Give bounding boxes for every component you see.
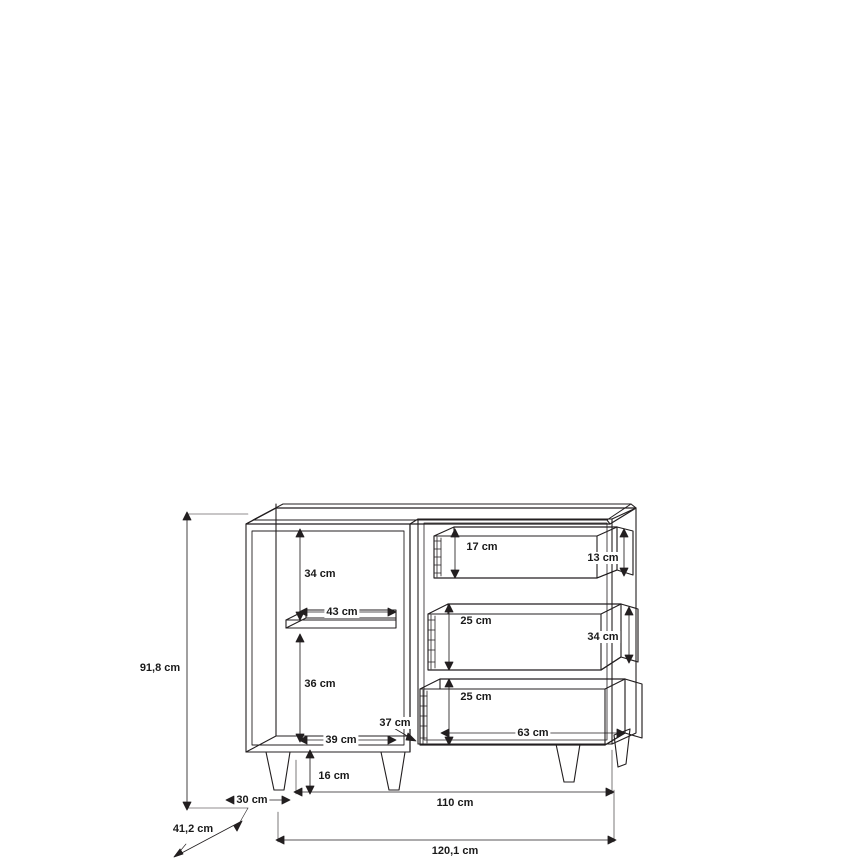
dimension-label-drawer1-side-height: 13 cm [587, 552, 619, 564]
dimension-label-left-upper-shelf-height: 34 cm [304, 568, 336, 580]
dimension-label-left-upper-shelf-width: 43 cm [326, 606, 358, 618]
dimension-label-drawer2-side-height: 34 cm [587, 631, 619, 643]
dimension-label-depth: 41,2 cm [172, 823, 214, 835]
dimension-label-drawer2-height: 25 cm [460, 615, 492, 627]
dimension-label-plinth-height: 16 cm [318, 770, 350, 782]
dimension-label-body-width: 110 cm [436, 797, 474, 809]
dimension-label-left-lower-shelf-width: 39 cm [325, 734, 357, 746]
dimension-label-overall-width: 120,1 cm [431, 845, 479, 857]
dimension-label-left-lower-shelf-height: 36 cm [304, 678, 336, 690]
dimension-label-foot-offset: 30 cm [236, 794, 268, 806]
dimension-label-drawer3-height: 25 cm [460, 691, 492, 703]
dimension-label-drawer1-height: 17 cm [466, 541, 498, 553]
dimension-label-overall-height: 91,8 cm [139, 662, 181, 674]
dimension-label-left-door-depth: 37 cm [379, 717, 411, 729]
dimension-label-drawer3-width: 63 cm [517, 727, 549, 739]
